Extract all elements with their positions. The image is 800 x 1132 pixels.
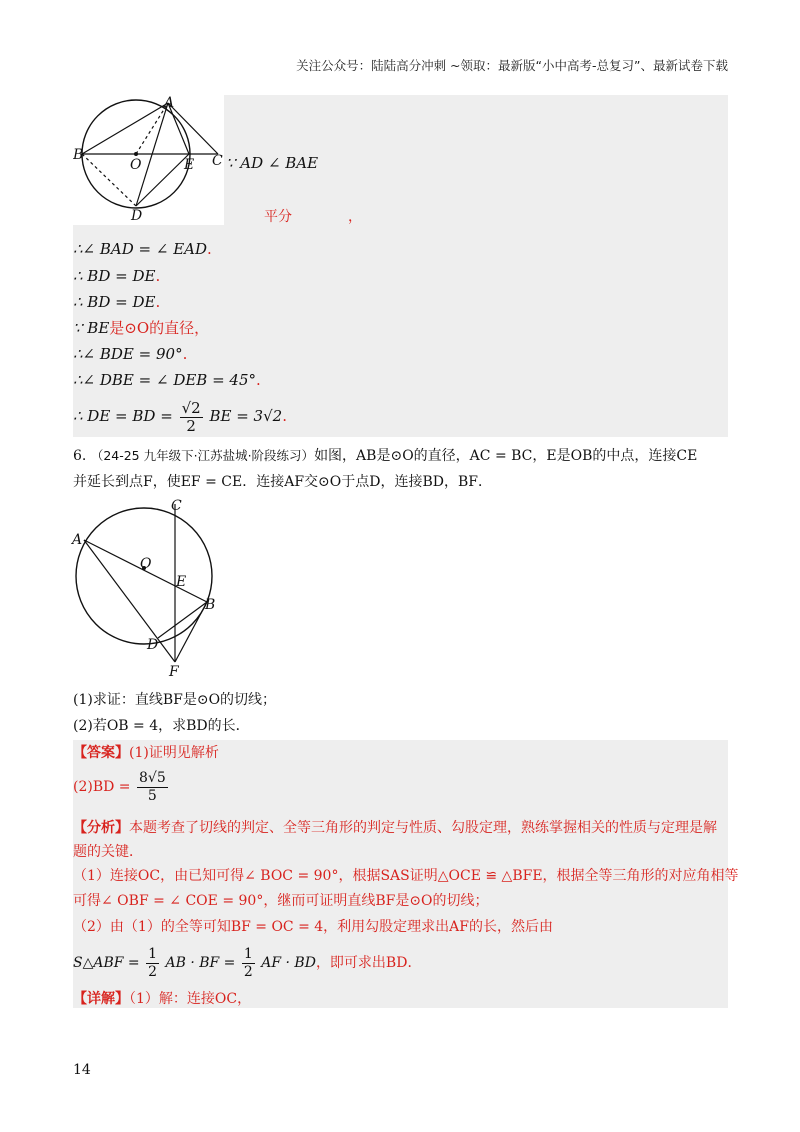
step-3: ∴ BD = DE. (73, 293, 161, 311)
figure-circle-2 (68, 496, 228, 682)
answer-line-1: 【答案】(1)证明见解析 (73, 745, 219, 761)
problem-line-2: 并延长到点F，使EF = CE．连接AF交⊙O于点D，连接BD，BF． (73, 474, 492, 490)
fig1-label-a: A (164, 95, 175, 111)
detail-line: 【详解】（1）解：连接OC， (73, 991, 252, 1007)
since-line: ∵ AD ∠ BAE (226, 154, 319, 172)
problem-line-1: 6. （24-25 九年级下·江苏盐城·阶段练习）如图，AB是⊙O的直径，AC = BC，E是OB的中点，连接CE (73, 448, 698, 464)
step-2: ∴ BD = DE. (73, 267, 161, 285)
fig2-label-a: A (72, 532, 83, 548)
step-6: ∴∠ DBE = ∠ DEB = 45°. (73, 371, 261, 389)
fig2-label-c: C (171, 498, 182, 514)
fig1-label-d: D (131, 208, 143, 221)
step-1: ∴∠ BAD = ∠ EAD. (73, 240, 212, 258)
fig1-label-e: E (184, 157, 195, 173)
fig2-label-o: O (140, 556, 152, 572)
bisect-line: 平分 ， (264, 209, 362, 225)
fig2-label-f: F (169, 664, 179, 680)
fig1-label-o: O (130, 157, 142, 173)
fig2-label-e: E (176, 574, 187, 590)
answer-line-2: (2)BD = $\frac{8√5}{5}$ (73, 769, 166, 804)
analysis-line-6: S△ABF = $\frac{1}{2}$ AB · BF = $\frac{1}{2}$ AF · BD，即可求出BD． (73, 945, 422, 980)
fig2-label-d: D (147, 637, 159, 653)
fig1-label-b: B (73, 147, 84, 163)
figure-circle-1 (73, 95, 233, 221)
analysis-line-4: 可得∠ OBF = ∠ COE = 90°，继而可证明直线BF是⊙O的切线； (73, 893, 489, 909)
analysis-line-3: （1）连接OC，由已知可得∠ BOC = 90°，根据SAS证明△OCE ≌ △BFE，根据全等三角形的对应角相等 (73, 868, 739, 884)
page-header: 关注公众号：陆陆高分冲刺 ~领取：最新版“小中高考-总复习”、最新试卷下载 (296, 58, 728, 73)
fig2-label-b: B (205, 597, 216, 613)
step-5: ∴∠ BDE = 90°. (73, 345, 188, 363)
question-2: (2)若OB = 4，求BD的长． (73, 718, 250, 734)
analysis-line-2: 题的关键． (73, 844, 143, 860)
page-number: 14 (73, 1062, 91, 1078)
fig1-label-c: C (212, 153, 223, 169)
step-4: ∵ BE是⊙O的直径， (73, 319, 210, 337)
step-final: ∴ DE = BD = $\frac{√2}{2}$ BE = 3√2. (73, 398, 287, 435)
analysis-line-5: （2）由（1）的全等可知BF = OC = 4，利用勾股定理求出AF的长，然后由 (73, 919, 553, 935)
analysis-line-1: 【分析】本题考查了切线的判定、全等三角形的判定与性质、勾股定理，熟练掌握相关的性质与定理是解 (73, 820, 717, 836)
question-1: (1)求证：直线BF是⊙O的切线； (73, 692, 277, 708)
